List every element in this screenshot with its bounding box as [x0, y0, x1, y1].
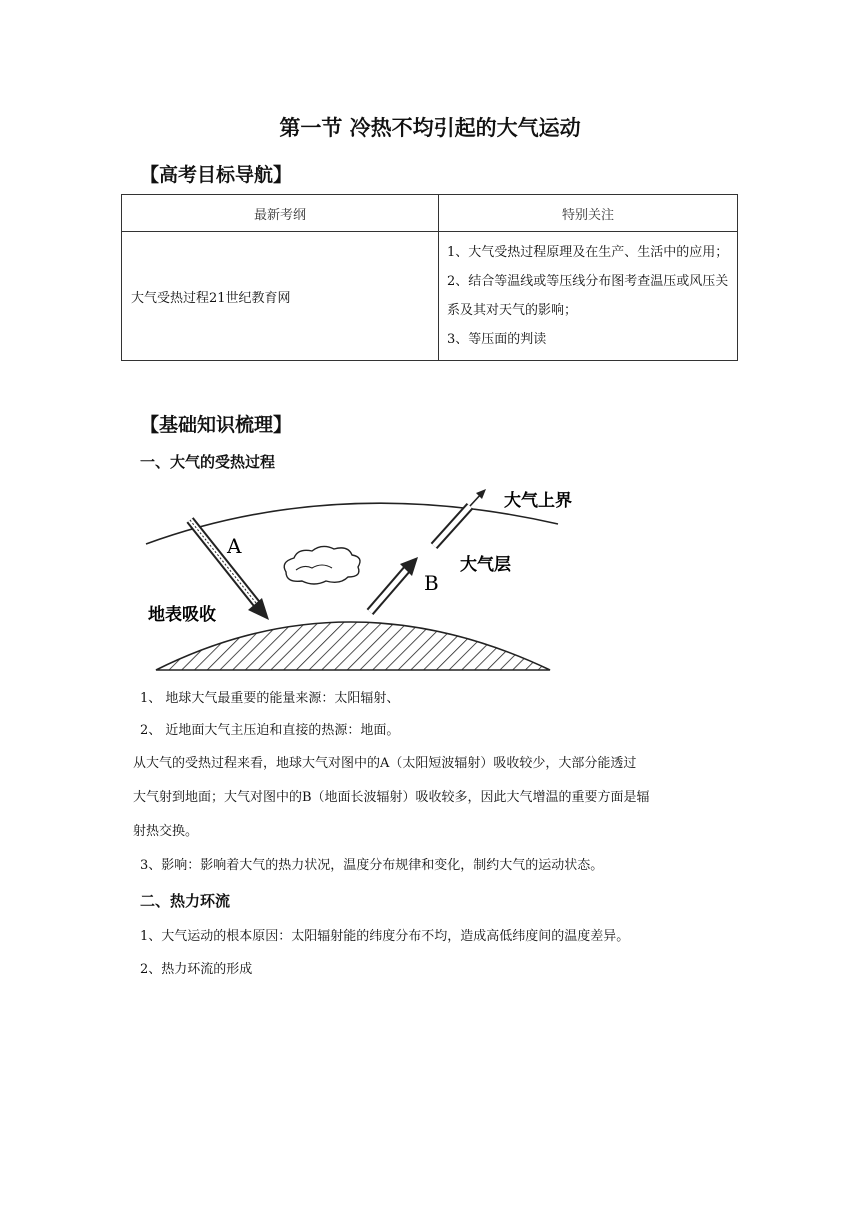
- table-cell-syllabus: 大气受热过程21世纪教育网: [122, 232, 439, 361]
- table-header-cell: 特别关注: [439, 195, 738, 232]
- escape-arrow-icon: [434, 489, 486, 546]
- table-cell-focus: [439, 232, 738, 361]
- focus-item: 2、结合等温线或等压线分布图考查温压或风压关系及其对天气的影响；: [447, 274, 729, 318]
- label-atmosphere-layer: 大气层: [460, 555, 511, 575]
- table-header-row: [122, 195, 738, 232]
- goal-table: [121, 194, 738, 361]
- label-top-of-atmosphere: 大气上界: [504, 491, 572, 511]
- section-heading-basics: 【基础知识梳理】: [140, 414, 293, 436]
- focus-item: 1、大气受热过程原理及在生产、生活中的应用；: [447, 245, 729, 260]
- ground-surface: [156, 622, 550, 670]
- atmosphere-heating-diagram: [138, 484, 588, 674]
- section-heading-goals: 【高考目标导航】: [140, 164, 293, 186]
- paragraph-process-line-2: 大气射到地面；大气对图中的B（地面长波辐射）吸收较多，因此大气增温的重要方面是辐: [133, 790, 650, 805]
- label-a: A: [227, 534, 242, 558]
- paragraph-process-line-1: 从大气的受热过程来看，地球大气对图中的A（太阳短波辐射）吸收较少，大部分能透过: [133, 756, 637, 771]
- subheading-thermal-circulation: 二、热力环流: [140, 892, 231, 910]
- paragraph-root-cause: 1、大气运动的根本原因：太阳辐射能的纬度分布不均，造成高低纬度间的温度差异。: [140, 929, 630, 944]
- focus-item: 3、等压面的判读: [447, 332, 547, 347]
- paragraph-formation: 2、热力环流的形成: [140, 962, 253, 977]
- paragraph-influence: 3、影响：影响着大气的热力状况，温度分布规律和变化，制约大气的运动状态。: [140, 858, 604, 873]
- page-title: 第一节 冷热不均引起的大气运动: [279, 116, 581, 140]
- table-header-cell: 最新考纲: [122, 195, 439, 232]
- label-surface-absorb: 地表吸收: [148, 605, 216, 625]
- paragraph-process-line-3: 射热交换。: [133, 824, 199, 839]
- label-b: B: [424, 571, 439, 595]
- paragraph-energy-source: 1、 地球大气最重要的能量来源：太阳辐射、: [140, 691, 400, 706]
- subheading-heating: 一、大气的受热过程: [140, 453, 276, 471]
- arrow-b-icon: [370, 557, 418, 612]
- paragraph-heat-source: 2、 近地面大气主压迫和直接的热源：地面。: [140, 723, 400, 738]
- table-row: [122, 232, 738, 361]
